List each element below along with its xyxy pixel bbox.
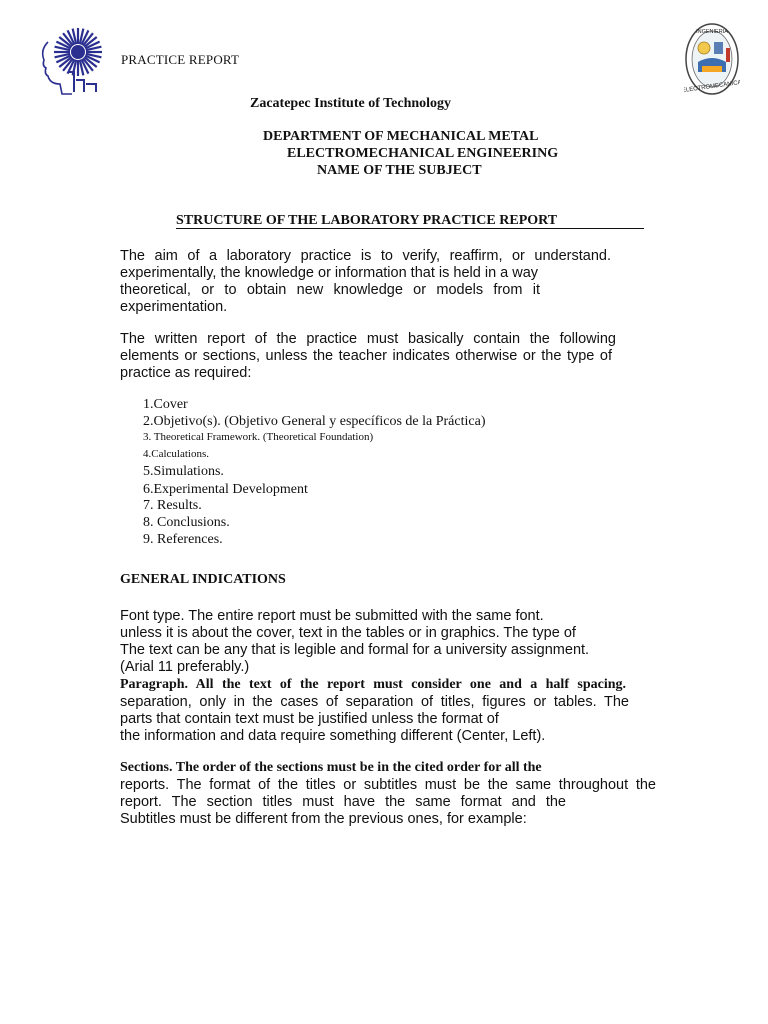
intro-line: The aim of a laboratory practice is to verify, reaffirm, or understand.	[120, 248, 611, 264]
seal-top-text: INGENIERIA	[696, 29, 728, 35]
list-item: 4.Calculations.	[143, 448, 209, 460]
structure-heading-underline	[176, 228, 644, 229]
paragraph-bold-line: Paragraph. All the text of the report must consider one and a half spacing.	[120, 677, 626, 692]
intro-line: theoretical, or to obtain new knowledge or models from it	[120, 282, 540, 298]
written-line: The written report of the practice must basically contain the following	[120, 331, 616, 347]
subject-name: NAME OF THE SUBJECT	[317, 163, 482, 178]
paragraph-line: separation, only in the cases of separation of titles, figures or tables. The	[120, 694, 629, 710]
font-line: unless it is about the cover, text in the tables or in graphics. The type of	[120, 625, 576, 641]
list-item: 5.Simulations.	[143, 464, 224, 479]
sections-line: report. The section titles must have the same format and the	[120, 794, 566, 810]
paragraph-line: the information and data require something different (Center, Left).	[120, 728, 546, 744]
institute-logo-icon	[38, 22, 106, 96]
intro-paragraph	[120, 248, 620, 318]
font-type-paragraph	[120, 608, 620, 678]
sections-order-section	[120, 760, 656, 830]
list-item: 1.Cover	[143, 397, 188, 412]
department-line-2: ELECTROMECHANICAL ENGINEERING	[287, 146, 559, 161]
written-line: elements or sections, unless the teacher indicates otherwise or the type of	[120, 348, 612, 364]
list-item: 7. Results.	[143, 498, 202, 513]
sections-bold-line: Sections. The order of the sections must be in the cited order for all the	[120, 760, 542, 775]
paragraph-line: parts that contain text must be justified unless the format of	[120, 711, 499, 727]
general-indications-heading: GENERAL INDICATIONS	[120, 572, 286, 587]
seal-bottom-text: ELECTROMECANICA	[684, 79, 740, 95]
intro-line: experimentation.	[120, 299, 228, 315]
list-item: 9. References.	[143, 532, 223, 547]
list-item: 2.Objetivo(s). (Objetivo General y específicos de la Práctica)	[143, 414, 486, 429]
font-line: Font type. The entire report must be submitted with the same font.	[120, 608, 544, 624]
practice-report-label: PRACTICE REPORT	[121, 52, 240, 67]
department-line-1: DEPARTMENT OF MECHANICAL METAL	[263, 129, 539, 144]
list-item: 3. Theoretical Framework. (Theoretical Foundation)	[143, 431, 374, 443]
electromechanical-seal-icon	[684, 22, 740, 96]
written-line: practice as required:	[120, 365, 252, 381]
paragraph-spacing-section	[120, 677, 629, 747]
font-line: (Arial 11 preferably.)	[120, 659, 250, 675]
institute-name: Zacatepec Institute of Technology	[250, 96, 452, 111]
list-item: 6.Experimental Development	[143, 482, 308, 497]
list-item: 8. Conclusions.	[143, 515, 230, 530]
sections-line: reports. The format of the titles or subtitles must be the same throughout the	[120, 777, 656, 793]
structure-heading: STRUCTURE OF THE LABORATORY PRACTICE REPORT	[176, 213, 558, 228]
intro-line: experimentally, the knowledge or information that is held in a way	[120, 265, 539, 281]
sections-line: Subtitles must be different from the previous ones, for example:	[120, 811, 527, 827]
font-line: The text can be any that is legible and formal for a university assignment.	[120, 642, 590, 658]
written-report-paragraph	[120, 331, 620, 386]
